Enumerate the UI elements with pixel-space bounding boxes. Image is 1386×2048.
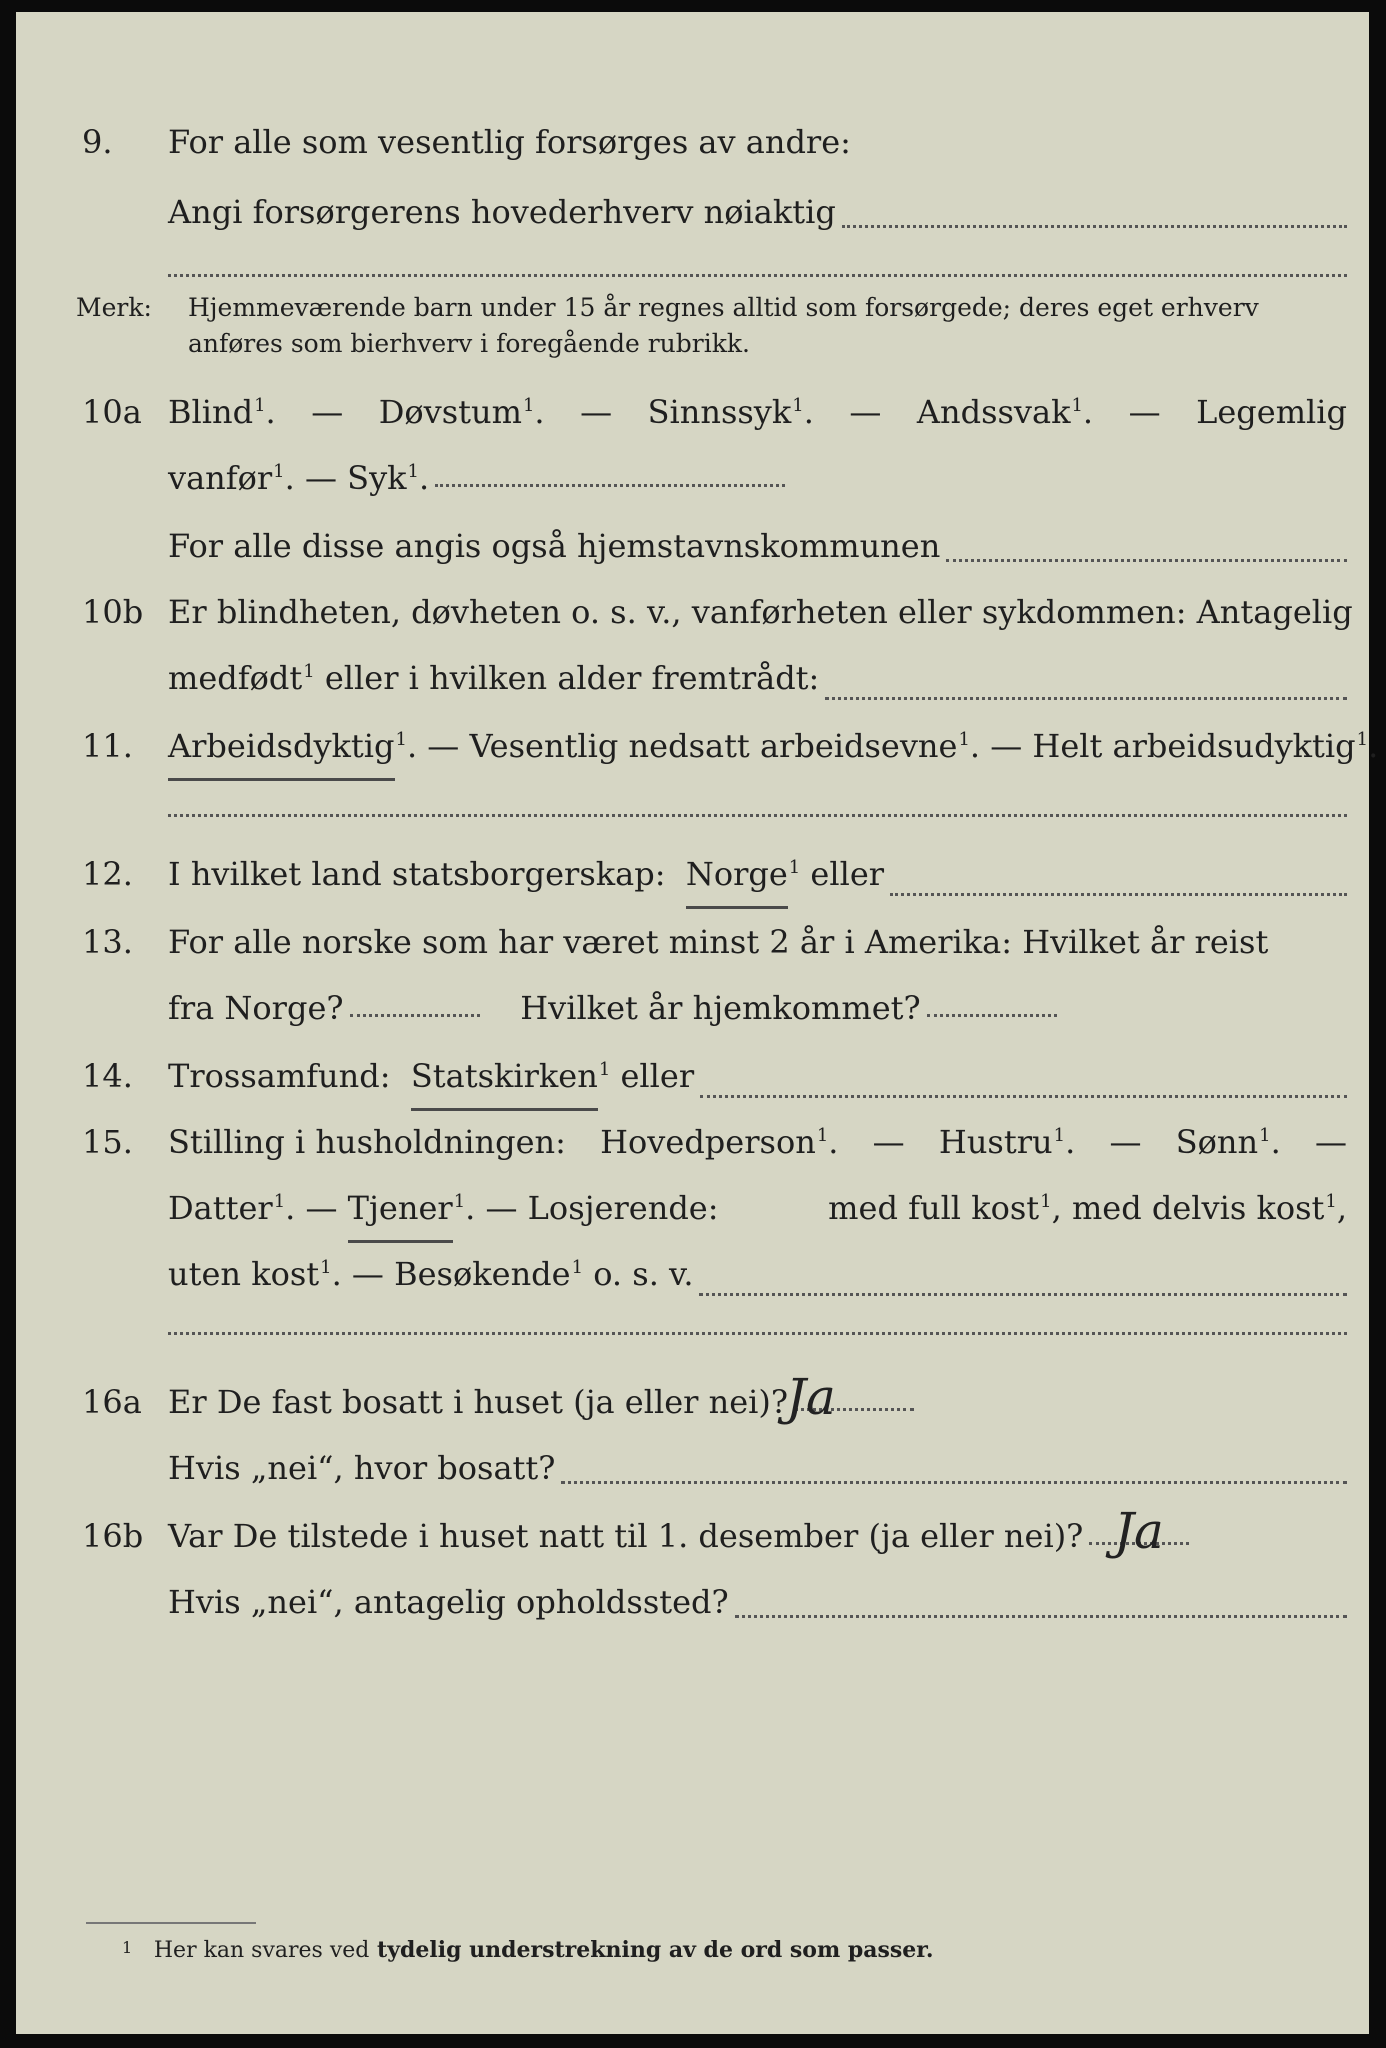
q12-eller: eller [810, 855, 885, 893]
option-norge[interactable]: Norge [686, 844, 788, 909]
merk-text: Hjemmeværende barn under 15 år regnes alltid som forsørgede; deres eget erhverv anføres som bierhverv i foregående rubrikk. [188, 293, 1259, 358]
q10a-row2: vanfør 1 . — Syk 1 . [16, 448, 1369, 508]
footnote-prefix: Her kan svares ved [153, 1938, 370, 1963]
q9-row [16, 112, 1369, 172]
q10b-answer-field[interactable] [825, 697, 1347, 700]
q9-answer-field[interactable] [842, 225, 1347, 228]
q11-row: 11. Arbeidsdyktig 1 . — Vesentlig nedsatt arbeidsevne 1 . — Helt arbeidsudyktig 1 . [16, 716, 1369, 776]
q10b-number: 10b [82, 593, 144, 631]
q15-losjerende: — Losjerende: [485, 1189, 719, 1227]
q10a-line3: For alle disse angis også hjemstavnskommunen [168, 527, 941, 565]
option-sonn[interactable]: Sønn [1175, 1123, 1259, 1161]
q16b-line2: Hvis „nei“, antagelig opholdssted? [168, 1583, 729, 1621]
q16a-number: 16a [82, 1383, 142, 1421]
q14-prefix: Trossamfund: [168, 1057, 391, 1095]
q9-line1: For alle som vesentlig forsørges av andre: [168, 123, 851, 161]
q15-row2: Datter 1 . — Tjener 1 . — Losjerende: med full kost 1 , med delvis kost 1 , [16, 1178, 1369, 1238]
q16a-handwritten-answer: Ja [786, 1368, 836, 1426]
q12-answer-field[interactable] [890, 893, 1347, 896]
q11-number: 11. [82, 727, 133, 765]
q10b-row [16, 582, 1369, 642]
q9-line2: Angi forsørgerens hovederhverv nøiaktig [168, 193, 836, 231]
footnote [122, 1937, 934, 1963]
q13-row [16, 912, 1369, 972]
q16b-handwritten-answer: Ja [1114, 1502, 1164, 1560]
q12-prefix: I hvilket land statsborgerskap: [168, 855, 666, 893]
q13-line1: For alle norske som har været minst 2 år i Amerika: Hvilket år reist [168, 923, 1269, 961]
footnote-rule [86, 1922, 256, 1924]
q14-answer-field[interactable] [700, 1095, 1347, 1098]
q15-osv: o. s. v. [593, 1255, 694, 1293]
q16b-row [16, 1506, 1369, 1566]
q10a-syk-field[interactable] [435, 484, 785, 487]
option-besokende[interactable]: — Besøkende [351, 1255, 571, 1293]
option-syk[interactable]: Syk [347, 459, 407, 497]
q11-answer-field[interactable] [168, 814, 1347, 817]
q13-hjemkommet-field[interactable] [927, 1014, 1057, 1017]
q16b-opholdssted-field[interactable] [735, 1615, 1347, 1618]
q15-number: 15. [82, 1123, 133, 1161]
q15-prefix: Stilling i husholdningen: [168, 1123, 566, 1161]
q13-row2 [16, 978, 1369, 1038]
footnote-mark: 1 [122, 1938, 133, 1957]
option-nedsatt[interactable]: — Vesentlig nedsatt arbeidsevne [427, 727, 958, 765]
q9-answer-field-2[interactable] [168, 274, 1347, 277]
option-dovstum[interactable]: Døvstum [378, 393, 522, 431]
q10b-line2: eller i hvilken alder fremtrådt: [324, 659, 820, 697]
option-vanfor[interactable]: vanfør [168, 459, 273, 497]
q13-fra-norge: fra Norge? [168, 989, 344, 1027]
q12-row: 12. I hvilket land statsborgerskap: Norge 1 eller [16, 844, 1369, 904]
q15-row: 15. Stilling i husholdningen: Hovedperson 1 . — Hustru 1 . — Sønn 1 . — [16, 1112, 1369, 1172]
option-sinnssyk[interactable]: Sinnssyk [647, 393, 792, 431]
q14-row: 14. Trossamfund: Statskirken 1 eller [16, 1046, 1369, 1106]
footnote-text: tydelig understrekning av de ord som passer. [377, 1937, 934, 1963]
q15-row3: uten kost 1 . — Besøkende 1 o. s. v. [16, 1244, 1369, 1304]
q16b-row2 [16, 1572, 1369, 1632]
q10a-row: 10a Blind 1 . — Døvstum 1 . — Sinnssyk 1 . — Andssvak 1 . — Legemlig [16, 382, 1369, 442]
q16a-bosatt-field[interactable] [561, 1481, 1347, 1484]
q13-reist-field[interactable] [350, 1014, 480, 1017]
q9-row2 [16, 182, 1369, 242]
option-uten-kost[interactable]: uten kost [168, 1255, 320, 1293]
q10a-kommune-field[interactable] [946, 559, 1347, 562]
q14-eller: eller [620, 1057, 695, 1095]
option-arbeidsdyktig[interactable]: Arbeidsdyktig [168, 716, 395, 781]
q10b-row2: medfødt 1 eller i hvilken alder fremtrådt: [16, 648, 1369, 708]
q14-number: 14. [82, 1057, 133, 1095]
option-tjener[interactable]: Tjener [348, 1178, 453, 1243]
option-helt-udyktig[interactable]: — Helt arbeidsudyktig [990, 727, 1356, 765]
q16b-line1: Var De tilstede i huset natt til 1. desember (ja eller nei)? [168, 1517, 1084, 1555]
q16a-row [16, 1372, 1369, 1432]
q9-number: 9. [82, 123, 113, 161]
q15-answer-field-2[interactable] [168, 1332, 1347, 1335]
option-blind[interactable]: Blind [168, 393, 254, 431]
q13-hjemkommet: Hvilket år hjemkommet? [520, 989, 921, 1027]
q16a-line1: Er De fast bosatt i huset (ja eller nei)? [168, 1383, 789, 1421]
q15-answer-field[interactable] [699, 1293, 1347, 1296]
option-statskirken[interactable]: Statskirken [411, 1046, 598, 1111]
census-form-page [16, 12, 1379, 2034]
option-legemlig[interactable]: Legemlig [1196, 393, 1347, 431]
q10a-row3 [16, 516, 1369, 576]
q16a-line2: Hvis „nei“, hvor bosatt? [168, 1449, 556, 1487]
q12-number: 12. [82, 855, 133, 893]
q13-number: 13. [82, 923, 133, 961]
option-andssvak[interactable]: Andssvak [916, 393, 1071, 431]
q16a-row2 [16, 1438, 1369, 1498]
option-medfodt[interactable]: medfødt [168, 659, 303, 697]
merk-label: Merk: [76, 293, 152, 322]
option-datter[interactable]: Datter [168, 1189, 273, 1227]
q10a-number: 10a [82, 393, 142, 431]
option-hovedperson[interactable]: Hovedperson [600, 1123, 816, 1161]
q10b-line1: Er blindheten, døvheten o. s. v., vanførheten eller sykdommen: Antagelig [168, 593, 1353, 631]
option-hustru[interactable]: Hustru [938, 1123, 1053, 1161]
option-delvis-kost[interactable]: med delvis kost [1071, 1189, 1325, 1227]
option-full-kost[interactable]: med full kost [828, 1189, 1040, 1227]
q16b-number: 16b [82, 1517, 144, 1555]
